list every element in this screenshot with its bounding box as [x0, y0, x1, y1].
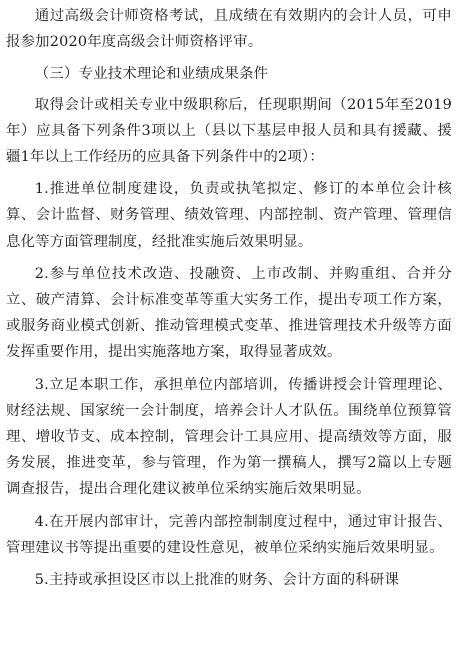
list-item-4: 4.在开展内部审计，完善内部控制制度过程中，通过审计报告、管理建议书等提出重要的建设性意见，被单位采纳实施后效果明显。: [6, 513, 452, 556]
paragraph-qualification: 通过高级会计师资格考试，且成绩在有效期内的会计人员，可申报参加2020年度高级会计师资格评审。: [6, 8, 452, 51]
paragraph-conditions-intro: 取得会计或相关专业中级职称后，任现职期间（2015年至2019年）应具备下列条件3项以上（县以下基层申报人员和具有援藏、援疆1年以上工作经历的应具备下列条件中的2项）：: [6, 96, 452, 166]
list-item-1: 1.推进单位制度建设，负责或执笔拟定、修订的本单位会计核算、会计监督、财务管理、绩效管理、内部控制、资产管理、管理信息化等方面管理制度，经批准实施后效果明显。: [6, 181, 452, 250]
list-item-3: 3.立足本职工作，承担单位内部培训，传播讲授会计管理理论、财经法规、国家统一会计制度，培养会计人才队伍。围绕单位预算管理、增收节支、成本控制，管理会计工具应用、提高绩效等方面，服务发展，推进变革，参与管理，作为第一撰稿人，撰写2篇以上专题调查报告，提出合理化建议被单位采纳实施后效果明显。: [6, 376, 452, 498]
section-heading: （三）专业技术理论和业绩成果条件: [34, 66, 269, 83]
list-item-2: 2.参与单位技术改造、投融资、上市改制、并购重组、合并分立、破产清算、会计标准变革等重大实务工作，提出专项工作方案，或服务商业模式创新、推动管理模式变革、推进管理技术升级等方面发挥重要作用，提出实施落地方案，取得显著成效。: [6, 265, 452, 361]
list-item-5: 5.主持或承担设区市以上批准的财务、会计方面的科研课: [34, 572, 400, 589]
